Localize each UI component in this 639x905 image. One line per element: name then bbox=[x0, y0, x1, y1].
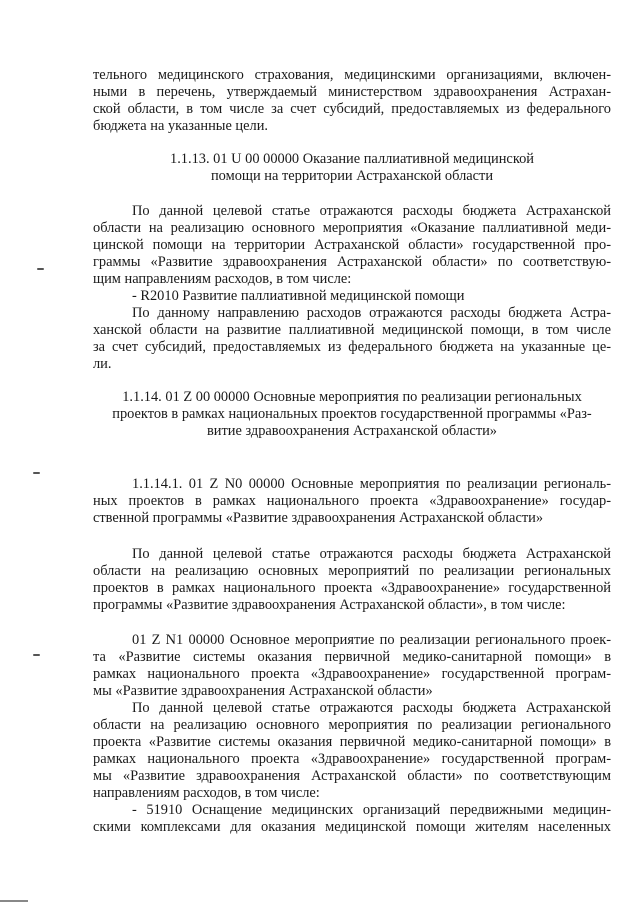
paragraph-line: граммы «Развитие здравоохранения Астраханской области» по соответствую- bbox=[93, 254, 611, 270]
paragraph-line: 01 Z N1 00000 Основное мероприятие по реализации регионального проек- bbox=[132, 632, 611, 648]
paragraph-line: ханской области на развитие паллиативной медицинской помощи, в том числе bbox=[93, 322, 611, 338]
scan-mark bbox=[33, 654, 40, 656]
paragraph-line: та «Развитие системы оказания первичной медико-санитарной помощи» в bbox=[93, 649, 611, 665]
paragraph-line: программы «Развитие здравоохранения Астраханской области», в том числе: bbox=[93, 597, 566, 613]
list-item: скими комплексами для оказания медицинской помощи жителям населенных bbox=[93, 819, 611, 835]
paragraph-line: области на реализацию основного мероприятия «Оказание паллиативной меди- bbox=[93, 220, 611, 236]
scan-mark bbox=[37, 268, 44, 270]
paragraph-line: направлениям расходов, в том числе: bbox=[93, 785, 320, 801]
paragraph-line: щим направлениям расходов, в том числе: bbox=[93, 271, 352, 287]
paragraph-line: тельного медицинского страхования, медицинскими организациями, включен- bbox=[93, 67, 611, 83]
paragraph-line: По данному направлению расходов отражаются расходы бюджета Астра- bbox=[132, 305, 611, 321]
scan-mark bbox=[33, 472, 40, 474]
paragraph-line: ской области, в том числе за счет субсидий, предоставляемых из федерального bbox=[93, 101, 611, 117]
section-heading: помощи на территории Астраханской области bbox=[210, 168, 494, 184]
paragraph-line: проекта «Развитие системы оказания первичной медико-санитарной помощи» в bbox=[93, 734, 611, 750]
paragraph-line: области на реализацию основных мероприятий по реализации региональных bbox=[93, 563, 611, 579]
subsection-heading: ных проектов в рамках национального проекта «Здравоохранение» государ- bbox=[93, 493, 611, 509]
paragraph-line: ли. bbox=[93, 356, 112, 372]
paragraph-line: области на реализацию основного мероприятия по реализации регионального bbox=[93, 717, 611, 733]
section-heading: 1.1.13. 01 U 00 00000 Оказание паллиативной медицинской bbox=[170, 151, 534, 167]
section-heading: 1.1.14. 01 Z 00 00000 Основные мероприятия по реализации региональных bbox=[122, 389, 582, 405]
list-item: - R2010 Развитие паллиативной медицинской помощи bbox=[132, 288, 465, 304]
paragraph-line: По данной целевой статье отражаются расходы бюджета Астраханской bbox=[132, 700, 611, 716]
paragraph-line: бюджета на указанные цели. bbox=[93, 118, 268, 134]
paragraph-line: По данной целевой статье отражаются расходы бюджета Астраханской bbox=[132, 203, 611, 219]
paragraph-line: По данной целевой статье отражаются расходы бюджета Астраханской bbox=[132, 546, 611, 562]
section-heading: проектов в рамках национальных проектов государственной программы «Раз- bbox=[112, 406, 592, 422]
section-heading: витие здравоохранения Астраханской области» bbox=[206, 423, 498, 439]
subsection-heading: 1.1.14.1. 01 Z N0 00000 Основные мероприятия по реализации региональ- bbox=[132, 476, 611, 492]
paragraph-line: ными в перечень, утверждаемый министерством здравоохранения Астрахан- bbox=[93, 84, 611, 100]
paragraph-line: мы «Развитие здравоохранения Астраханской области» bbox=[93, 683, 433, 699]
paragraph-line: рамках национального проекта «Здравоохранение» государственной програм- bbox=[93, 751, 611, 767]
paragraph-line: мы «Развитие здравоохранения Астраханской области» по соответствующим bbox=[93, 768, 611, 784]
scan-edge-mark bbox=[0, 900, 28, 902]
subsection-heading: ственной программы «Развитие здравоохранения Астраханской области» bbox=[93, 510, 544, 526]
paragraph-line: проектов в рамках национального проекта «Здравоохранение» государственной bbox=[93, 580, 611, 596]
paragraph-line: цинской помощи на территории Астраханской области» государственной про- bbox=[93, 237, 611, 253]
paragraph-line: за счет субсидий, предоставляемых из федерального бюджета на указанные це- bbox=[93, 339, 611, 355]
list-item: - 51910 Оснащение медицинских организаций передвижными медицин- bbox=[132, 802, 611, 818]
paragraph-line: рамках национального проекта «Здравоохранение» государственной програм- bbox=[93, 666, 611, 682]
